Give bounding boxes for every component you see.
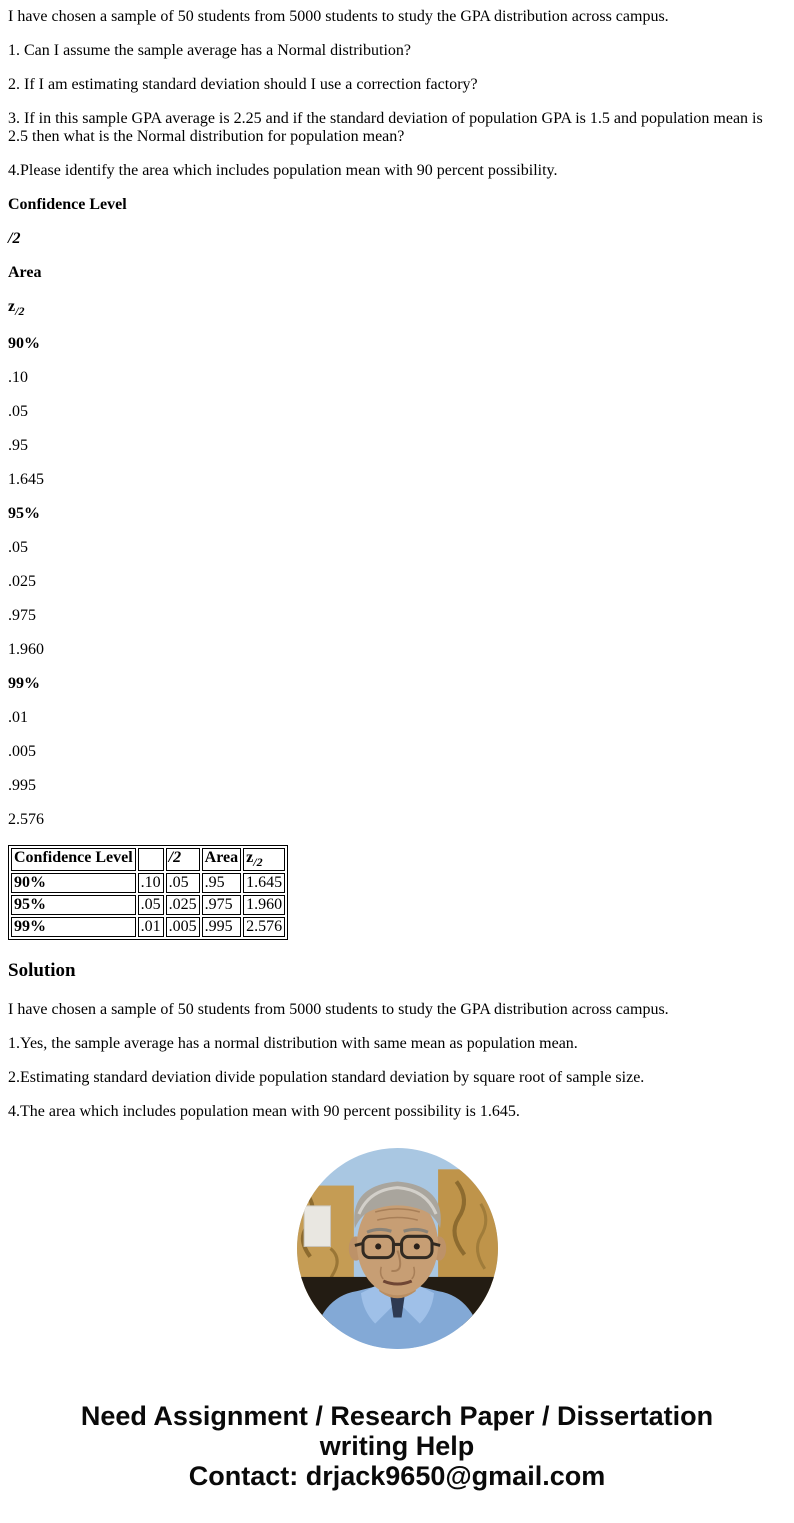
cell-99-alpha-half: .005 [166,917,200,937]
cell-95-level: 95% [11,895,136,915]
table-header-row [11,848,285,871]
cell-90-area: .95 [202,873,241,893]
value-area-99: .995 [8,777,36,795]
table-row [11,917,285,937]
tutor-profile-photo [296,1147,499,1350]
solution-answer-2: 2.Estimating standard deviation divide population standard deviation by square root of sample size. [8,1069,645,1087]
cell-95-area: .975 [202,895,241,915]
header-confidence-level: Confidence Level [11,848,136,871]
label-area: Area [8,264,42,281]
header-alpha-over-2: /2 [166,848,200,871]
z-symbol: z [8,298,16,315]
cell-95-alpha: .05 [138,895,164,915]
cell-95-z: 1.960 [243,895,285,915]
footer-title-line1: Need Assignment / Research Paper / Dissertation [80,1401,714,1432]
value-confidence-95: 95% [8,505,40,523]
footer-banner [8,1401,786,1491]
header-alpha [138,848,164,871]
cell-90-z: 1.645 [243,873,285,893]
cell-95-alpha-half: .025 [166,895,200,915]
label-alpha-over-2: /2 [8,230,21,247]
confidence-level-table [8,845,288,940]
value-z-95: 1.960 [8,641,44,659]
question-3: 3. If in this sample GPA average is 2.25 and if the standard deviation of population GPA is 1.5 and population mean is 2.5 then what is the Normal distribution for population mean? [8,110,763,145]
solution-answer-1: 1.Yes, the sample average has a normal distribution with same mean as population mean. [8,1035,578,1053]
header-z-alpha-over-2 [243,848,285,871]
cell-99-z: 2.576 [243,917,285,937]
value-area-90: .95 [8,437,28,455]
footer-title [8,1401,786,1461]
cell-90-alpha-half: .05 [166,873,200,893]
value-alpha-90: .10 [8,369,28,387]
label-confidence-level: Confidence Level [8,196,127,213]
z-subscript: /2 [15,304,25,319]
question-1: 1. Can I assume the sample average has a Normal distribution? [8,42,411,59]
value-alpha-half-99: .005 [8,743,36,761]
header-area: Area [202,848,241,871]
photo-container [8,1147,786,1355]
value-z-99: 2.576 [8,811,44,829]
solution-intro: I have chosen a sample of 50 students from 5000 students to study the GPA distribution across campus. [8,1001,669,1019]
label-z-alpha-over-2 [8,298,786,319]
cell-90-level: 90% [11,873,136,893]
solution-answer-4: 4.The area which includes population mean with 90 percent possibility is 1.645. [8,1103,520,1121]
cell-99-area: .995 [202,917,241,937]
question-2: 2. If I am estimating standard deviation should I use a correction factory? [8,76,478,93]
value-area-95: .975 [8,607,36,625]
value-alpha-99: .01 [8,709,28,727]
document-page [8,8,786,1491]
z-subscript: /2 [253,855,263,870]
intro-paragraph: I have chosen a sample of 50 students from 5000 students to study the GPA distribution across campus. [8,8,669,25]
cell-90-alpha: .10 [138,873,164,893]
table-row [11,895,285,915]
solution-heading: Solution [8,960,76,982]
table-row [11,873,285,893]
value-alpha-half-95: .025 [8,573,36,591]
value-z-90: 1.645 [8,471,44,489]
footer-contact: Contact: drjack9650@gmail.com [188,1461,606,1492]
question-4: 4.Please identify the area which includes population mean with 90 percent possibility. [8,162,558,179]
z-symbol: z [246,849,254,867]
value-alpha-half-90: .05 [8,403,28,421]
value-confidence-90: 90% [8,335,40,353]
footer-title-line2: writing Help [319,1431,475,1462]
cell-99-level: 99% [11,917,136,937]
cell-99-alpha: .01 [138,917,164,937]
value-alpha-95: .05 [8,539,28,557]
value-confidence-99: 99% [8,675,40,693]
